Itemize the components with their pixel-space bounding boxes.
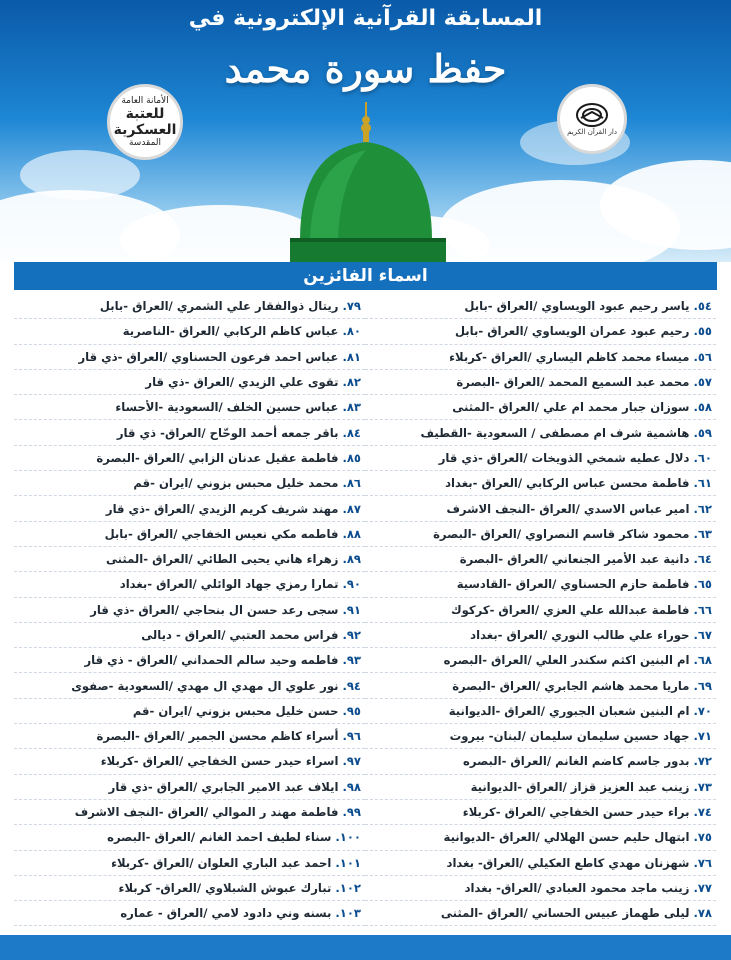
item-number: ٧٤.: [693, 805, 712, 820]
item-text: سناء لطيف احمد الغانم /العراق -البصره: [107, 830, 332, 845]
list-item: [14, 294, 365, 319]
item-text: اسراء حيدر حسن الخفاجي /العراق -كربلاء: [100, 754, 339, 769]
item-number: ٧٧.: [693, 880, 712, 895]
cloud: [20, 150, 140, 200]
left-logo: [107, 84, 183, 160]
list-item: [365, 851, 716, 876]
list-item: [365, 623, 716, 648]
item-number: ١٠٢.: [335, 880, 361, 895]
item-number: ٩٣.: [342, 653, 361, 668]
item-number: ٧١.: [693, 729, 712, 744]
item-text: زهراء هاني يحيى الطائي /العراق -المثنى: [105, 552, 339, 567]
list-item: [14, 446, 365, 471]
list-item: [365, 319, 716, 344]
item-text: فاطمة محسن عباس الركابي /العراق -بغداد: [445, 476, 690, 491]
item-number: ٦٠.: [693, 450, 712, 465]
item-text: امير عباس الاسدي /العراق -النجف الاشرف: [446, 501, 690, 516]
list-item: [14, 825, 365, 850]
item-text: ايلاف عبد الامير الجابري /العراق -ذي قار: [108, 779, 339, 794]
list-item: [14, 547, 365, 572]
left-logo-line2: للعتبة العسكرية: [113, 106, 177, 138]
item-text: بدور جاسم كاضم الغانم /العراق -البصره: [463, 754, 690, 769]
item-number: ٧٩.: [342, 299, 361, 314]
footer-bar: [0, 935, 731, 960]
list-item: [14, 673, 365, 698]
item-number: ١٠١.: [335, 855, 361, 870]
list-item: [365, 572, 716, 597]
item-text: محمد خليل محبس بزوني /ايران -قم: [133, 476, 339, 491]
item-number: ٨٣.: [342, 400, 361, 415]
item-number: ٨٨.: [342, 526, 361, 541]
item-text: أسراء كاظم محسن الجمير /العراق -البصرة: [96, 729, 339, 744]
list-item: [365, 420, 716, 445]
item-text: نور علوي ال مهدي ال مهدي /السعودية -صفوى: [71, 678, 339, 693]
item-number: ٥٩.: [693, 425, 712, 440]
item-text: تمارا رمزي جهاد الوائلي /العراق -بغداد: [119, 577, 339, 592]
list-item: [14, 775, 365, 800]
right-logo: [557, 84, 627, 154]
item-text: عباس كاظم الركابي /العراق -الناصرية: [122, 324, 339, 339]
list-item: [365, 522, 716, 547]
page-subtitle: حفظ سورة محمد: [224, 46, 507, 91]
item-number: ٨١.: [342, 349, 361, 364]
header-hero: [0, 0, 731, 262]
list-item: [14, 876, 365, 901]
list-item: [365, 370, 716, 395]
item-text: ام البنين اكثم سكندر العلي /العراق -البصره: [443, 653, 690, 668]
item-text: سجى رعد حسن ال بنحاجي /العراق -ذي قار: [90, 602, 339, 617]
list-item: [365, 547, 716, 572]
winners-banner: اسماء الفائزين: [14, 262, 717, 290]
item-text: محمد عبد السميع المحمد /العراق -البصرة: [456, 375, 690, 390]
item-number: ٥٤.: [693, 299, 712, 314]
green-dome-icon: [280, 100, 470, 262]
item-number: ٩٥.: [342, 703, 361, 718]
item-number: ٧٢.: [693, 754, 712, 769]
item-text: ام البنين شعبان الجبوري /العراق -الديوانية: [448, 703, 690, 718]
item-text: تبارك عبوش الشبلاوي /العراق- كربلاء: [118, 880, 332, 895]
item-number: ٨٩.: [342, 552, 361, 567]
right-logo-text: دار القرآن الكريم: [567, 128, 617, 136]
list-item: [365, 901, 716, 926]
list-item: [14, 749, 365, 774]
item-text: تقوى علي الزيدي /العراق -ذي قار: [145, 375, 339, 390]
item-text: ياسر رحيم عبود الويساوي /العراق -بابل: [464, 299, 690, 314]
list-item: [365, 395, 716, 420]
list-item: [365, 775, 716, 800]
item-number: ٩٢.: [342, 628, 361, 642]
item-text: بسنه وني دادود لامي /العراق - عماره: [120, 906, 332, 921]
item-number: ٩٨.: [342, 779, 361, 794]
item-text: ابتهال حليم حسن الهلالي /العراق -الديوانية: [443, 830, 690, 845]
list-item: [14, 496, 365, 521]
item-number: ٧٦.: [693, 855, 712, 870]
item-number: ٩١.: [342, 602, 361, 617]
item-text: زينب عبد العزيز قزاز /العراق -الديوانية: [470, 779, 690, 794]
list-item: [365, 800, 716, 825]
item-number: ٨٤.: [342, 425, 361, 440]
item-number: ٦٣.: [693, 526, 712, 541]
item-number: ٧٠.: [693, 703, 712, 718]
list-item: [14, 800, 365, 825]
item-number: ٥٨.: [693, 400, 712, 415]
item-number: ٨٦.: [342, 476, 361, 491]
list-item: [14, 395, 365, 420]
list-item: [14, 345, 365, 370]
item-number: ٨٥.: [342, 450, 361, 465]
list-item: [14, 851, 365, 876]
item-text: مهند شريف كريم الزيدي /العراق -ذي قار: [105, 501, 339, 516]
list-item: [14, 901, 365, 926]
list-item: [14, 598, 365, 623]
item-text: شهزنان مهدي كاطع العكيلي /العراق- بغداد: [446, 855, 690, 870]
item-number: ٥٧.: [693, 375, 712, 390]
item-text: فاطمة عبدالله علي العزي /العراق -كركوك: [450, 602, 690, 617]
list-item: [365, 876, 716, 901]
item-number: ٧٨.: [693, 906, 712, 921]
item-text: دلال عطيه شمخي الذويخات /العراق -ذي قار: [438, 450, 690, 465]
list-item: [365, 699, 716, 724]
item-number: ٩٩.: [342, 805, 361, 820]
item-text: حوراء علي طالب النوري /العراق -بغداد: [470, 628, 690, 642]
list-item: [365, 648, 716, 673]
item-text: فاطمة عقيل عدنان الزابي /العراق -البصرة: [96, 450, 339, 465]
item-number: ٦٧.: [693, 628, 712, 642]
winners-list: [14, 294, 717, 932]
item-text: فاطمة مهند ر الموالي /العراق -النجف الاشرف: [74, 805, 339, 820]
item-text: دانية عبد الأمير الجنعاني /العراق -البصرة: [459, 552, 690, 567]
list-item: [14, 420, 365, 445]
list-item: [14, 319, 365, 344]
item-number: ٦٤.: [693, 552, 712, 567]
item-number: ٨٧.: [342, 501, 361, 516]
item-number: ٨٢.: [342, 375, 361, 390]
item-text: زينب ماجد محمود العبادي /العراق- بغداد: [464, 880, 690, 895]
item-text: ليلى طهماز عبيس الحساني /العراق -المثنى: [440, 906, 690, 921]
list-item: [14, 572, 365, 597]
item-text: عباس احمد فرعون الحسناوي /العراق -ذي قار: [78, 349, 339, 364]
list-item: [14, 699, 365, 724]
item-text: عباس حسين الخلف /السعودية -الأحساء: [115, 400, 339, 415]
item-number: ١٠٠.: [335, 830, 361, 845]
list-item: [14, 623, 365, 648]
item-text: ريتال ذوالفقار علي الشمري /العراق -بابل: [99, 299, 339, 314]
list-item: [365, 496, 716, 521]
item-number: ٨٠.: [342, 324, 361, 339]
item-text: سوزان جبار محمد ام علي /العراق -المثنى: [452, 400, 690, 415]
item-number: ٩٠.: [342, 577, 361, 592]
item-number: ٥٦.: [693, 349, 712, 364]
left-column: [14, 294, 365, 932]
item-text: براء حيدر حسن الخفاجي /العراق -كربلاء: [462, 805, 690, 820]
list-item: [14, 648, 365, 673]
item-text: حسن خليل محبس بزوني /ايران -قم: [132, 703, 339, 718]
item-number: ٧٥.: [693, 830, 712, 845]
page-title: المسابقة القرآنية الإلكترونية في: [188, 6, 543, 31]
list-item: [14, 522, 365, 547]
item-text: جهاد حسين سليمان سليمان /لبنان- بيروت: [449, 729, 690, 744]
item-number: ٦١.: [693, 476, 712, 491]
item-text: ماريا محمد هاشم الجابري /العراق -البصرة: [452, 678, 690, 693]
left-logo-line1: الأمانة العامة: [121, 96, 169, 106]
list-item: [365, 598, 716, 623]
item-number: ٦٩.: [693, 678, 712, 693]
item-number: ١٠٣.: [335, 906, 361, 921]
item-text: ميساء محمد كاظم اليساري /العراق -كربلاء: [449, 349, 690, 364]
item-number: ٥٥.: [693, 324, 712, 339]
item-text: باقر جمعه أحمد الوحّاح /العراق- ذي قار: [116, 425, 339, 440]
item-number: ٩٤.: [342, 678, 361, 693]
item-text: فاطمه وحيد سالم الحمداني /العراق - ذي قار: [84, 653, 339, 668]
list-item: [365, 749, 716, 774]
item-number: ٧٣.: [693, 779, 712, 794]
item-text: هاشمية شرف ام مصطفى / السعودية -القطيف: [420, 425, 690, 440]
list-item: [365, 724, 716, 749]
list-item: [14, 370, 365, 395]
list-item: [365, 825, 716, 850]
item-number: ٦٦.: [693, 602, 712, 617]
item-text: فاطمة حازم الحسناوي /العراق -القادسية: [456, 577, 690, 592]
list-item: [365, 294, 716, 319]
item-number: ٩٧.: [342, 754, 361, 769]
item-text: احمد عبد الباري العلوان /العراق -كربلاء: [111, 855, 332, 870]
list-item: [365, 345, 716, 370]
left-logo-line3: المقدسة: [128, 138, 162, 148]
item-text: محمود شاكر قاسم النصراوي /العراق -البصرة: [433, 526, 690, 541]
list-item: [14, 471, 365, 496]
book-icon: [575, 102, 609, 128]
list-item: [365, 446, 716, 471]
right-column: [365, 294, 716, 932]
list-item: [14, 724, 365, 749]
item-number: ٩٦.: [342, 729, 361, 744]
item-number: ٦٥.: [693, 577, 712, 592]
item-text: فاطمه مكي نعيس الخفاجي /العراق -بابل: [104, 526, 339, 541]
item-text: فراس محمد العتبي /العراق - ديالى: [141, 628, 339, 642]
item-text: رحيم عبود عمران الويساوي /العراق -بابل: [454, 324, 690, 339]
item-number: ٦٨.: [693, 653, 712, 668]
list-item: [365, 471, 716, 496]
item-number: ٦٢.: [693, 501, 712, 516]
list-item: [365, 673, 716, 698]
